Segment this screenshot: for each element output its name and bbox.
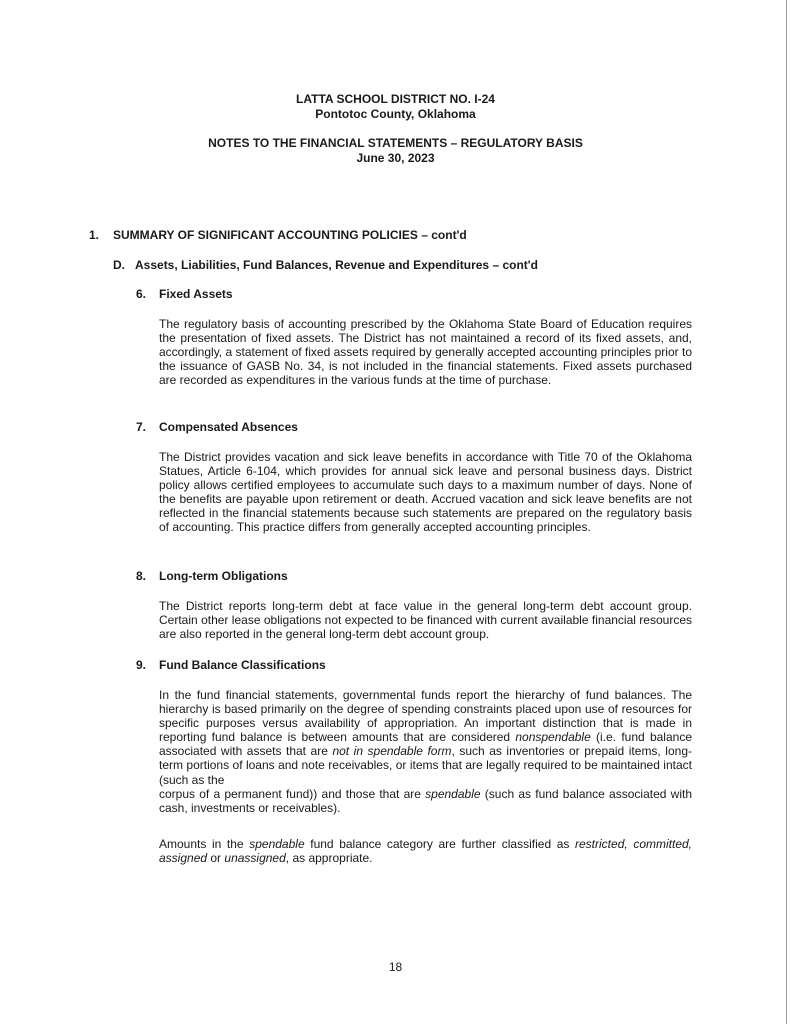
item-8-heading (136, 569, 288, 583)
item-9-p1-text-a: In the fund financial statements, governmental funds report the hierarchy of fund balances. The hierarchy is based primarily on the degree of spending constraints placed upon use of resources for specific purposes versus availability of appropriation. An important distinction that is made in reporting fund balance is between amounts that are considered (159, 688, 692, 745)
item-9-p1-not-spendable-form: not in spendable form (332, 744, 452, 759)
item-9-p1-text-d: corpus of a permanent fund)) and those that are (159, 786, 426, 801)
item-8-number: 8. (136, 569, 147, 583)
item-9-p2-or: or (207, 851, 225, 866)
page-number: 18 (388, 960, 403, 974)
item-9-paragraph-1 (159, 688, 692, 815)
item-9-p1-text-e: (such as fund balance associated with cash, investments or receivables). (159, 786, 692, 815)
section-d-heading (113, 258, 538, 272)
item-9-p2-text-c: , as appropriate. (285, 851, 373, 866)
item-9-p2-text-a: Amounts in the (159, 837, 250, 851)
item-6-heading (136, 287, 233, 301)
item-9-p2-spendable: spendable (249, 837, 305, 851)
item-9-p2-unassigned: unassigned (224, 851, 286, 866)
item-7-title: Compensated Absences (159, 420, 298, 434)
notes-title: NOTES TO THE FINANCIAL STATEMENTS – REGULATORY BASIS (208, 136, 583, 150)
item-9-number: 9. (136, 658, 147, 672)
item-9-paragraph-2 (159, 837, 692, 865)
item-8-title: Long-term Obligations (159, 569, 288, 583)
item-9-p1-spendable: spendable (425, 786, 481, 801)
item-9-p1-text-b: (i.e. fund balance associated with assets that are (159, 730, 692, 759)
item-6-number: 6. (136, 287, 147, 301)
item-7-heading (136, 420, 298, 434)
item-9-p2-categories: restricted, committed, assigned (159, 837, 692, 866)
item-6-paragraph: The regulatory basis of accounting prescribed by the Oklahoma State Board of Education requires the presentation of fixed assets. The District has not maintained a record of its fixed assets, and, accordingly, a statement of fixed assets required by generally accepted accounting principles prior to the issuance of GASB No. 34, is not included in the financial statements. Fixed assets purchased are recorded as expenditures in the various funds at the time of purchase. (159, 317, 692, 388)
item-6-title: Fixed Assets (159, 287, 233, 301)
item-8-paragraph: The District reports long-term debt at face value in the general long-term debt account group. Certain other lease obligations not expected to be financed with current available financial resources are also reported in the general long-term debt account group. (159, 599, 692, 642)
section-1-heading (89, 228, 467, 242)
item-9-p2-text-b: fund balance category are further classified as (304, 837, 576, 851)
item-9-p1-nonspendable: nonspendable (515, 730, 591, 745)
item-7-paragraph: The District provides vacation and sick leave benefits in accordance with Title 70 of the Oklahoma Statues, Article 6-104, which provides for annual sick leave and personal business days. District policy allows certified employees to accumulate such days to a maximum number of days. None of the benefits are payable upon retirement or death. Accrued vacation and sick leave benefits are not reflected in the financial statements because such statements are prepared on the regulatory basis of accounting. This practice differs from generally accepted accounting principles. (159, 450, 692, 535)
item-9-p1-text-c: , such as inventories or prepaid items, long-term portions of loans and note receivables, or items that are legally required to be maintained intact (such as the (159, 744, 692, 787)
section-d-title: Assets, Liabilities, Fund Balances, Revenue and Expenditures – cont'd (135, 258, 538, 272)
item-9-heading (136, 658, 326, 672)
section-d-letter: D. (113, 258, 125, 272)
statement-date: June 30, 2023 (356, 151, 435, 165)
county-name: Pontotoc County, Oklahoma (315, 107, 476, 121)
district-name: LATTA SCHOOL DISTRICT NO. I-24 (296, 92, 495, 106)
section-1-number: 1. (89, 228, 100, 242)
section-1-title: SUMMARY OF SIGNIFICANT ACCOUNTING POLICIES – cont'd (113, 228, 467, 242)
item-9-title: Fund Balance Classifications (159, 658, 326, 672)
item-7-number: 7. (136, 420, 147, 434)
